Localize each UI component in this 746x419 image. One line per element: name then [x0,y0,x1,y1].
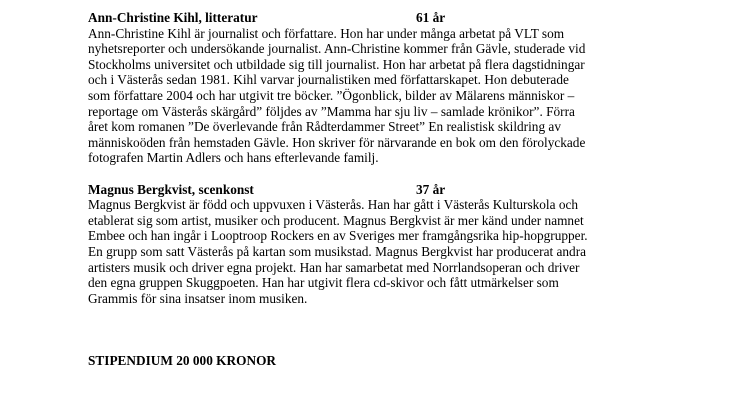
entry-ann-christine-kihl [88,10,648,166]
bio-line: Ann-Christine Kihl är journalist och författare. Hon har under många arbetat på VLT som [88,25,565,41]
entry-age: 37 år [416,181,446,197]
bio-line: Stockholms universitet och utbildade sig till journalist. Hon har arbetat på flera dagstidningar [88,56,585,72]
bio-line: människoöden från hemstaden Gävle. Hon skriver för närvarande en bok om den förolyckade [88,134,586,150]
bio-line: fotografen Martin Adlers och hans efterlevande familj. [88,150,379,166]
entry-name: Magnus Bergkvist, scenkonst [88,181,254,197]
entry-bio [88,197,648,306]
bio-line: Embee och han ingår i Looptroop Rockers en av Sveriges mer framgångsrika hip-hopgrupper. [88,228,588,244]
bio-line: reportage om Västerås skärgård” följdes av ”Mamma har sju liv – samlade krönikor”. Förra [88,103,575,119]
entry-name: Ann-Christine Kihl, litteratur [88,10,258,25]
entry-header [88,182,648,198]
entry-bio [88,26,648,166]
entry-header [88,10,648,26]
bio-line: nyhetsreporter och undersökande journalist. Ann-Christine kommer från Gävle, studerade vid [88,41,586,57]
entry-age: 61 år [416,10,446,25]
document-page [88,10,648,369]
section-heading: STIPENDIUM 20 000 KRONOR [88,353,277,369]
bio-line: året kom romanen ”De överlevande från Rådterdammer Street” En realistisk skildring av [88,119,561,135]
bio-line: och i Västerås sedan 1981. Kihl varvar journalistiken med författarskapet. Hon debuterade [88,72,569,88]
spacer [88,166,648,182]
spacer [88,306,648,353]
bio-line: Grammis för sina insatser inom musiken. [88,290,308,306]
bio-line: som författare 2004 och har utgivit tre böcker. ”Ögonblick, bilder av Mälarens människor – [88,87,575,103]
bio-line: artisters musik och driver egna projekt. Han har samarbetat med Norrlandsoperan och driver [88,259,580,275]
entry-magnus-bergkvist [88,182,648,307]
bio-line: etablerat sig som artist, musiker och producent. Magnus Bergkvist är mer känd under namnet [88,212,584,228]
bio-line: Magnus Bergkvist är född och uppvuxen i Västerås. Han har gått i Västerås Kulturskola och [88,197,579,213]
bio-line: En grupp som satt Västerås på kartan som musikstad. Magnus Bergkvist har producerat andra [88,243,587,259]
bio-line: den egna gruppen Skuggpoeten. Han har utgivit flera cd-skivor och fått utmärkelser som [88,275,559,291]
